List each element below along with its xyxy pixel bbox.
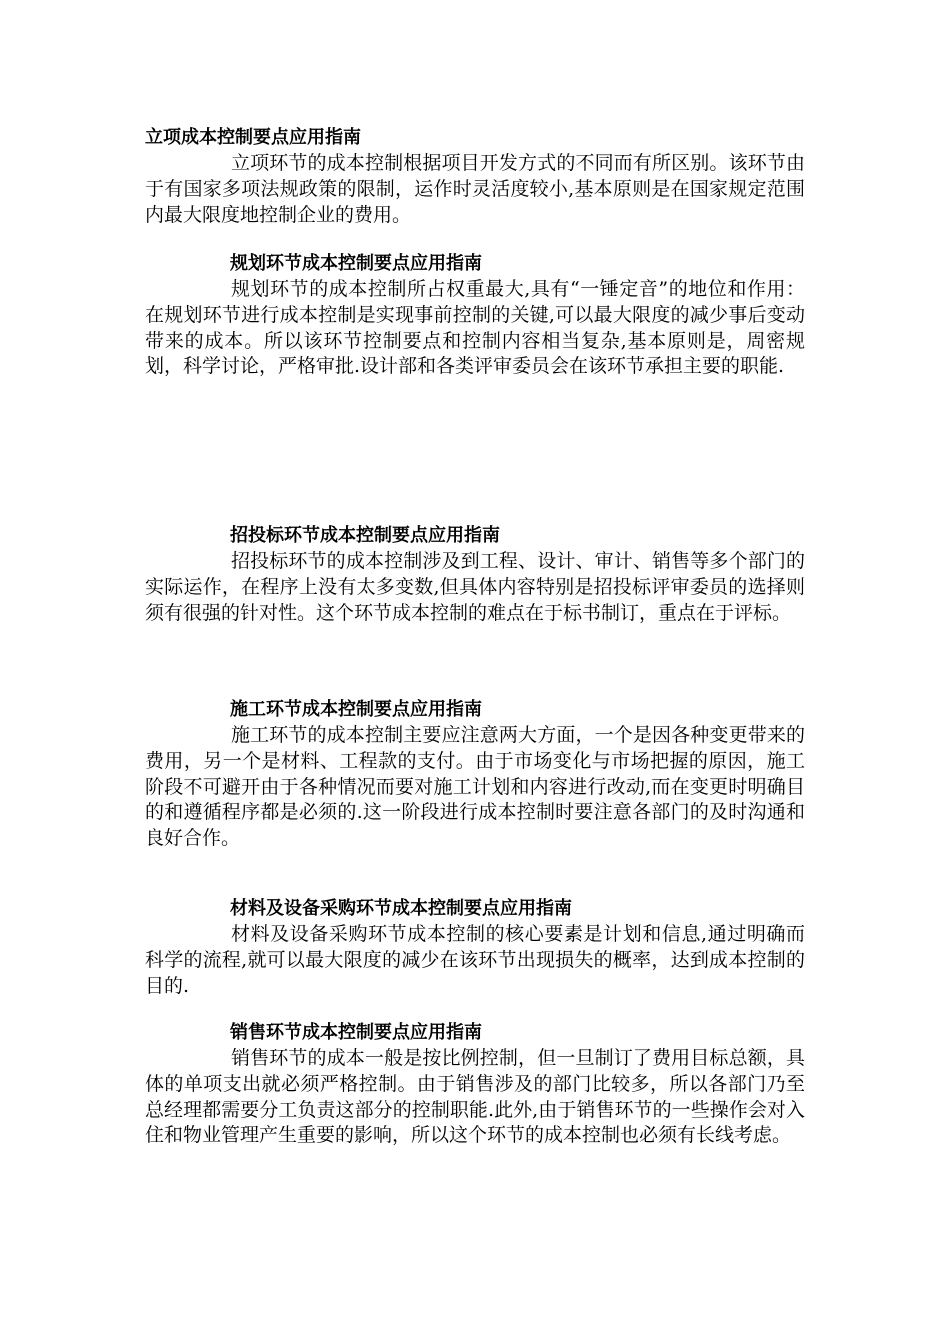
section-procurement xyxy=(145,896,805,999)
section-heading: 规划环节成本控制要点应用指南 xyxy=(230,253,482,274)
section-construction xyxy=(145,697,805,852)
section-heading: 材料及设备采购环节成本控制要点应用指南 xyxy=(230,898,572,919)
section-heading: 立项成本控制要点应用指南 xyxy=(145,127,361,148)
section-body: 材料及设备采购环节成本控制的核心要素是计划和信息,通过明确而科学的流程,就可以最大限度的减少在该环节出现损失的概率，达到成本控制的目的. xyxy=(145,923,805,997)
section-body: 规划环节的成本控制所占权重最大,具有“一锤定音”的地位和作用：在规划环节进行成本控制是实现事前控制的关键,可以最大限度的减少事后变动带来的成本。所以该环节控制要点和控制内容相当复杂,基本原则是，周密规划，科学讨论，严格审批.设计部和各类评审委员会在该环节承担主要的职能. xyxy=(145,278,805,378)
section-bidding xyxy=(145,523,805,626)
section-heading: 销售环节成本控制要点应用指南 xyxy=(230,1022,482,1043)
section-body: 招投标环节的成本控制涉及到工程、设计、审计、销售等多个部门的实际运作，在程序上没有太多变数,但具体内容特别是招投标评审委员的选择则须有很强的针对性。这个环节成本控制的难点在于标书制订，重点在于评标。 xyxy=(145,550,805,624)
section-heading: 招投标环节成本控制要点应用指南 xyxy=(230,525,500,546)
section-body: 立项环节的成本控制根据项目开发方式的不同而有所区别。该环节由于有国家多项法规政策的限制，运作时灵活度较小,基本原则是在国家规定范围内最大限度地控制企业的费用。 xyxy=(145,152,805,226)
section-project-initiation xyxy=(145,125,805,228)
section-body: 销售环节的成本一般是按比例控制，但一旦制订了费用目标总额，具体的单项支出就必须严格控制。由于销售涉及的部门比较多，所以各部门乃至总经理都需要分工负责这部分的控制职能.此外,由于销售环节的一些操作会对入住和物业管理产生重要的影响，所以这个环节的成本控制也必须有长线考虑。 xyxy=(145,1047,805,1147)
section-sales xyxy=(145,1020,805,1149)
section-heading: 施工环节成本控制要点应用指南 xyxy=(230,699,482,720)
section-planning xyxy=(145,251,805,380)
section-body: 施工环节的成本控制主要应注意两大方面，一个是因各种变更带来的费用，另一个是材料、工程款的支付。由于市场变化与市场把握的原因，施工阶段不可避开由于各种情况而要对施工计划和内容进行改动,而在变更时明确目的和遵循程序都是必须的.这一阶段进行成本控制时要注意各部门的及时沟通和良好合作。 xyxy=(145,724,805,850)
